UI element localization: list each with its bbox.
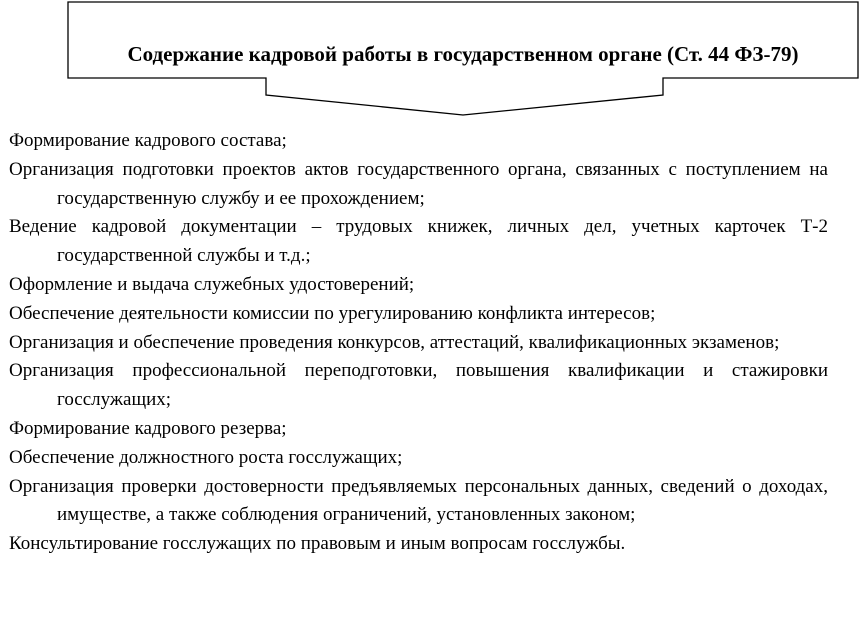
duties-list bbox=[9, 127, 828, 559]
list-item: Оформление и выдача служебных удостоверений; bbox=[9, 273, 415, 295]
list-item: Организация и обеспечение проведения конкурсов, аттестаций, квалификационных экзаменов; bbox=[9, 331, 780, 353]
list-item: Формирование кадрового резерва; bbox=[9, 417, 287, 439]
callout-title: Содержание кадровой работы в государственном органе (Ст. 44 ФЗ-79) bbox=[127, 42, 799, 66]
list-item: Ведение кадровой документации – трудовых книжек, личных дел, учетных карточек Т-2 государственной службы и т.д.; bbox=[9, 216, 828, 267]
list-item: Консультирование госслужащих по правовым и иным вопросам госслужбы. bbox=[9, 533, 626, 555]
list-item: Формирование кадрового состава; bbox=[9, 130, 287, 151]
list-item: Организация профессиональной переподготовки, повышения квалификации и стажировки госслужащих; bbox=[9, 360, 828, 411]
list-item: Обеспечение должностного роста госслужащих; bbox=[9, 446, 403, 468]
list-item: Обеспечение деятельности комиссии по урегулированию конфликта интересов; bbox=[9, 302, 656, 324]
list-item: Организация проверки достоверности предъявляемых персональных данных, сведений о доходах, имуществе, а также соблюдения ограничений, установленных законом; bbox=[9, 475, 828, 526]
list-item: Организация подготовки проектов актов государственного органа, связанных с поступлением на государственную службу и ее прохождением; bbox=[9, 158, 828, 209]
header-callout bbox=[0, 0, 862, 120]
